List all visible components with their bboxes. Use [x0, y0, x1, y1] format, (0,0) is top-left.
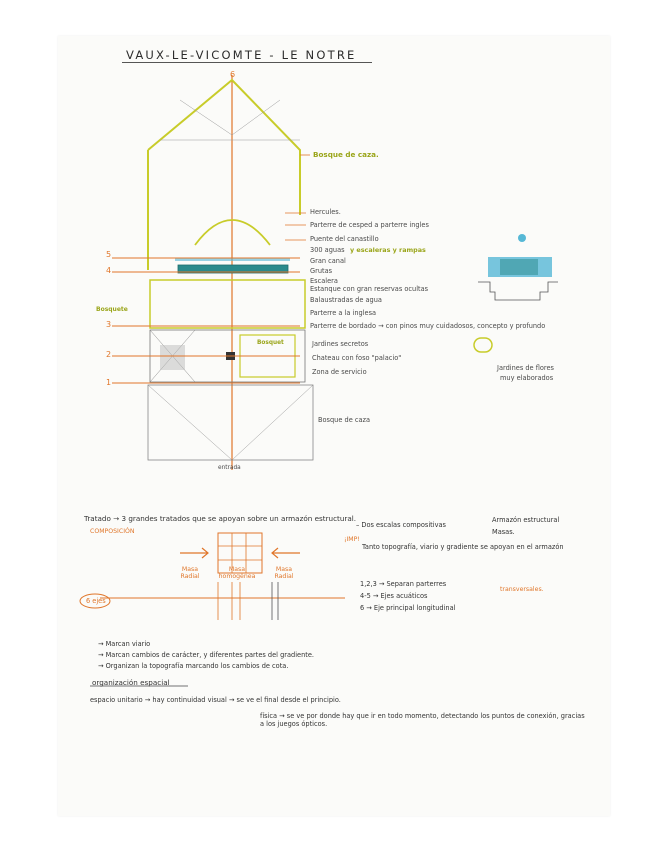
note-tanto: Tanto topografía, viario y gradiente se apoyan en el armazón: [362, 543, 564, 551]
axis-number-6: 6: [230, 70, 236, 79]
label-bosquete: Bosquete: [96, 306, 128, 313]
label-bosquet: Bosquet: [257, 340, 284, 346]
section-pool: [518, 234, 526, 242]
label-jardines-flores: Jardines de flores: [497, 364, 554, 372]
label-bosque-caza: Bosque de caza.: [313, 150, 379, 159]
label-puente: Puente del canastillo: [310, 235, 379, 243]
label-parterre-ingles: Parterre de cesped a parterre ingles: [310, 221, 429, 229]
label-muy-elaborados: muy elaborados: [500, 374, 554, 382]
flower-garden-mark: [474, 338, 492, 352]
axis-number-2: 2: [106, 350, 112, 359]
label-hercules: Hercules.: [310, 208, 341, 216]
label-parterre-inglesa: Parterre a la inglesa: [310, 309, 377, 317]
note-tratado: Tratado → 3 grandes tratados que se apoyan sobre un armazón estructural.: [84, 514, 357, 523]
label-bosque-caza-sur: Bosque de caza: [318, 416, 371, 424]
note-espacio-unitario: espacio unitario → hay continuidad visual → se ve el final desde el principio.: [90, 696, 341, 704]
label-escalera-agua: Escalera: [310, 277, 338, 285]
label-estanque: Estanque con gran reservas ocultas: [310, 285, 429, 293]
axis-number-5: 5: [106, 250, 112, 259]
note-org-espacial: organización espacial: [92, 678, 170, 687]
label-parterre-bordado: Parterre de bordado → con pinos muy cuidadosos, concepto y profundo: [310, 322, 546, 330]
label-escaleras: y escaleras y rampas: [350, 246, 426, 254]
note-fisica: física → se ve por donde hay que ir en todo momento, detectando los puntos de conexión, gracias a los juegos ópticos.: [260, 712, 585, 728]
note-armazon: Armazón estructural: [492, 516, 560, 524]
note-composicion: COMPOSICIÓN: [90, 528, 135, 535]
note-marcan-viario: → Marcan viario: [98, 640, 151, 648]
label-canal: Gran canal: [310, 257, 346, 265]
label-masa-radial-right: Masa Radial: [274, 566, 294, 580]
page-title: VAUX-LE-VICOMTE - LE NOTRE: [126, 48, 357, 62]
label-masa-radial-left: Masa Radial: [180, 566, 200, 580]
label-grutas: Grutas: [310, 267, 333, 275]
label-entrada: entrada: [218, 465, 241, 471]
label-masa-homogenea: Masa homogénea: [218, 566, 256, 580]
note-ejes-acuaticos: 4-5 → Ejes acuáticos: [360, 592, 428, 600]
forest-outline: [148, 80, 300, 215]
note-transversales: transversales.: [500, 586, 544, 593]
lower-forest: [148, 385, 313, 460]
note-masas: Masas.: [492, 528, 515, 536]
note-eje-principal: 6 → Eje principal longitudinal: [360, 604, 456, 612]
parterre-block: [150, 280, 305, 328]
axis-number-3: 3: [106, 320, 112, 329]
axis-number-4: 4: [106, 266, 112, 275]
label-balaustradas: Balaustradas de agua: [310, 296, 382, 304]
label-jardines-secretos: Jardines secretos: [312, 340, 369, 348]
label-agua: 300 aguas: [310, 246, 345, 254]
note-seis-ejes: 6 ejes: [86, 597, 106, 605]
note-importante: ¡IMP!: [344, 536, 360, 543]
note-dos-escalas: – Dos escalas compositivas: [356, 521, 446, 529]
label-zona-servicio: Zona de servicio: [312, 368, 367, 376]
note-organizan: → Organizan la topografía marcando los cambios de cota.: [98, 662, 289, 670]
axis-number-1: 1: [106, 378, 112, 387]
label-chateau: Chateau con foso "palacio": [312, 354, 402, 362]
note-ejes-separan: 1,2,3 → Separan parterres: [360, 580, 447, 588]
note-marcan-cambios: → Marcan cambios de carácter, y diferentes partes del gradiente.: [98, 651, 315, 659]
